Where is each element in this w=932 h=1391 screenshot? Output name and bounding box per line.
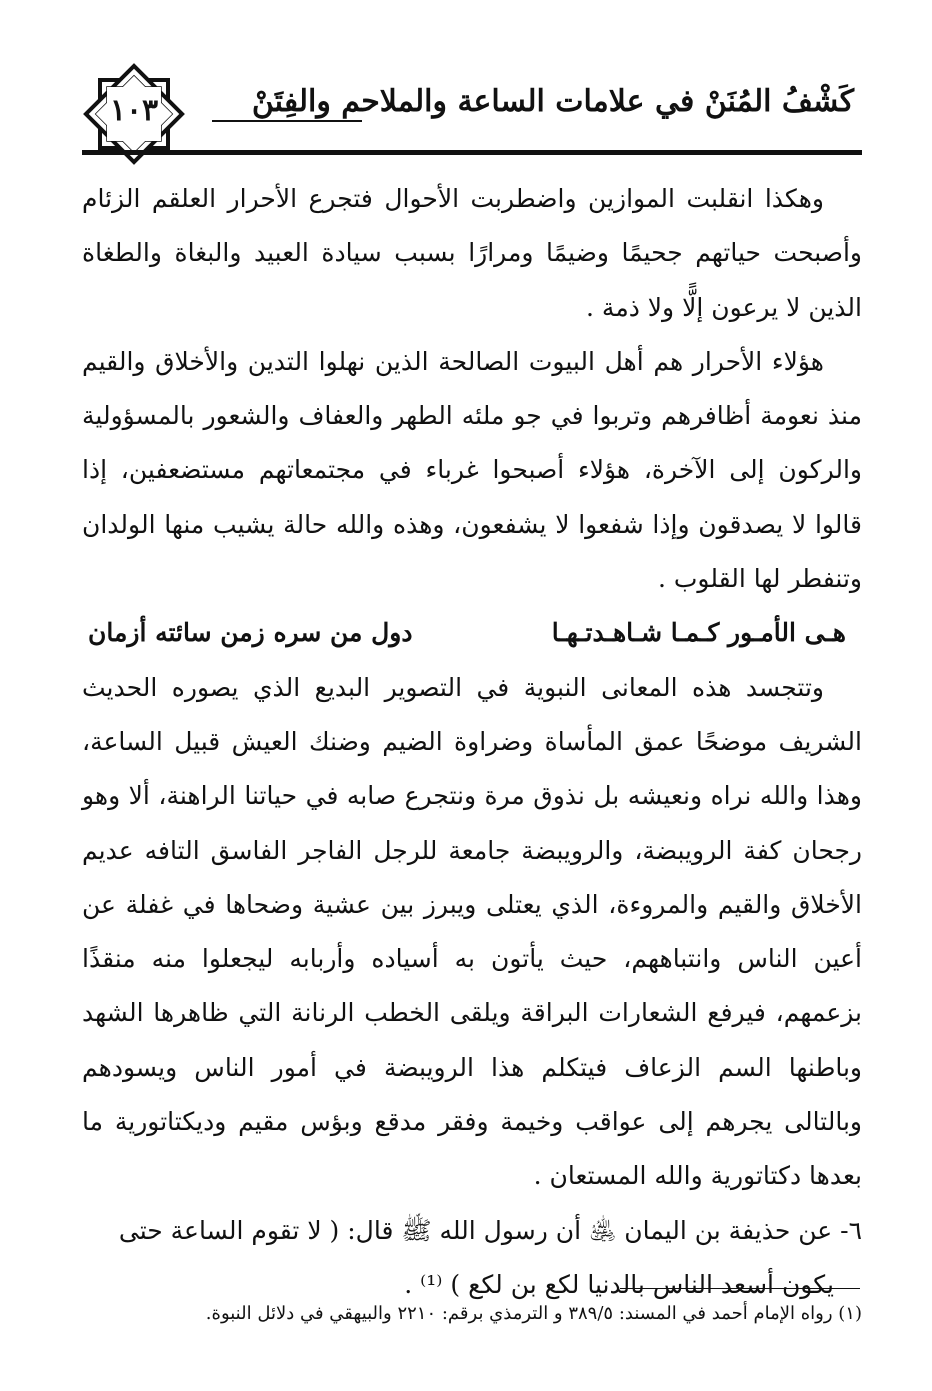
header-divider (82, 150, 862, 155)
verse-first-hemistich: هـى الأمـور كـمـا شـاهـدتـهـا (551, 618, 846, 648)
poetry-verse (82, 606, 862, 660)
verse-second-hemistich: دول من سره زمن سائته أزمان (88, 618, 413, 648)
page-body (82, 172, 862, 1312)
page-header (82, 62, 854, 158)
paragraph-3: وتتجسد هذه المعانى النبوية في التصوير البديع الذي يصوره الحديث الشريف موضحًا عمق المأساة وضراوة الضيم وضنك العيش قبيل الساعة، وهذا والله نراه ونعيشه بل نذوق مرة ونتجرع صابه في حياتنا الراهنة، ألا وهو رجحان كفة الرويبضة، والرويبضة جامعة للرجل الفاجر الفاسق التافه عديم الأخلاق والقيم والمروءة، الذي يعتلى ويبرز بين عشية وضحاها في غفلة عن أعين الناس وانتباههم، حيث يأتون به أسياده وأربابه ليجعلوا منه منقذًا بزعمهم، فيرفع الشعارات البراقة ويلقى الخطب الرنانة التي ظاهرها الشهد وباطنها السم الزعاف فيتكلم هذا الرويبضة في أمور الناس ويسودهم وبالتالى يجرهم إلى عواقب وخيمة وفقر مدقع وبؤس مقيم وديكتاتورية ما بعدها دكتاتورية والله المستعان . (82, 672, 862, 1191)
book-title: كَشْفُ المُنَنْ في علامات الساعة والملاحم والفِتَنْ (251, 84, 854, 119)
hadith-line-1: ٦- عن حذيفة بن اليمان ﵁ أن رسول الله ﷺ قال: ( لا تقوم الساعة حتى (118, 1215, 862, 1245)
page-number: ١٠٣ (109, 93, 159, 128)
footnote: (١) رواه الإمام أحمد في المسند: ٣٨٩/٥ و الترمذي برقم: ٢٢١٠ والبيهقي في دلائل النبوة. (205, 1303, 862, 1324)
title-rule (212, 120, 362, 122)
footnote-divider (620, 1288, 860, 1289)
hadith-line-2: يكون أسعد الناس بالدنيا لكع بن لكع ) ⁽¹⁾ . (404, 1269, 834, 1299)
paragraph-1: وهكذا انقلبت الموازين واضطربت الأحوال فتجرع الأحرار العلقم الزئام وأصبحت حياتهم جحيمًا وضيمًا ومرارًا بسبب سيادة العبيد والبغاة والطغاة الذين لا يرعون إلًّا ولا ذمة . (82, 184, 862, 322)
paragraph-2: هؤلاء الأحرار هم أهل البيوت الصالحة الذين نهلوا التدين والأخلاق والقيم منذ نعومة أظافرهم وتربوا في جو ملئه الطهر والعفاف والشعور بالمسؤولية والركون إلى الآخرة، هؤلاء أصبحوا غرباء في مجتمعاتهم مستضعفين، إذا قالوا لا يصدقون وإذا شفعوا لا يشفعون، وهذه والله حالة يشيب منها الولدان وتنفطر لها القلوب . (82, 346, 862, 594)
